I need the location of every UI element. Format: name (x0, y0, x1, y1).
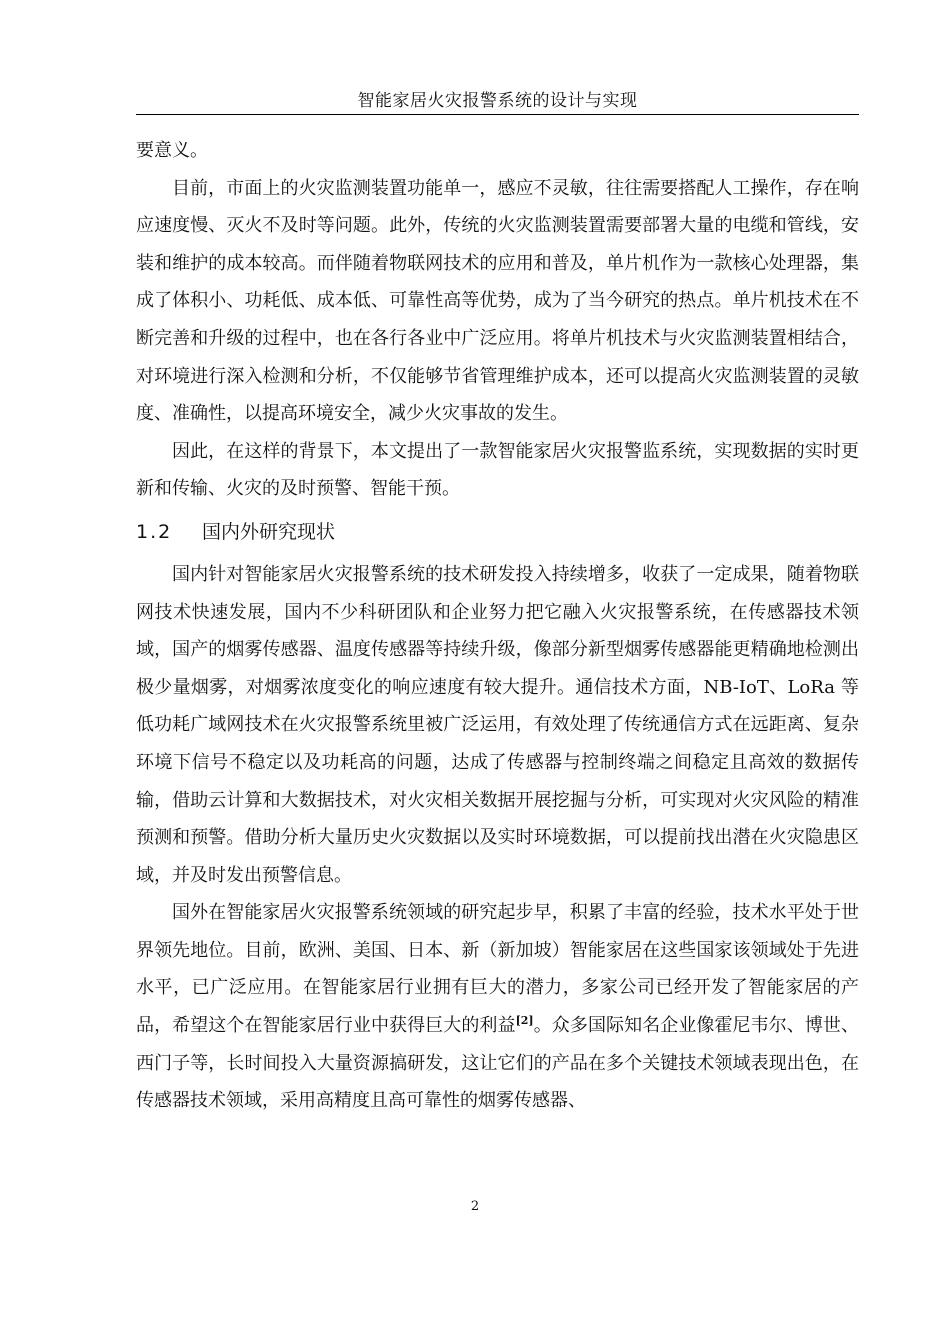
paragraph-foreign-research-part1: 国外在智能家居火灾报警系统领域的研究起步早，积累了丰富的经验，技术水平处于世界领先地位。目前，欧洲、美国、日本、新（新加坡）智能家居在这些国家该领域处于先进水平，已广泛应用。在智能家居行业拥有巨大的潜力，多家公司已经开发了智能家居的产品，希望这个在智能家居行业中获得巨大的利益 (136, 902, 859, 1037)
page-number: 2 (470, 1199, 480, 1214)
header-rule (136, 114, 859, 115)
section-heading (136, 515, 859, 549)
citation-reference[interactable]: [2] (515, 1014, 534, 1028)
paragraph-domestic-research: 国内针对智能家居火灾报警系统的技术研发投入持续增多，收获了一定成果，随着物联网技术快速发展，国内不少科研团队和企业努力把它融入火灾报警系统，在传感器技术领域，国产的烟雾传感器、温度传感器等持续升级，像部分新型烟雾传感器能更精确地检测出极少量烟雾，对烟雾浓度变化的响应速度有较大提升。通信技术方面，NB-IoT、LoRa 等低功耗广域网技术在火灾报警系统里被广泛运用，有效处理了传统通信方式在远距离、复杂环境下信号不稳定以及功耗高的问题，达成了传感器与控制终端之间稳定且高效的数据传输，借助云计算和大数据技术，对火灾相关数据开展挖掘与分析，可实现对火灾风险的精准预测和预警。借助分析大量历史火灾数据以及实时环境数据，可以提前找出潜在火灾隐患区域，并及时发出预警信息。 (136, 563, 859, 886)
section-number: 1.2 (136, 520, 173, 543)
paragraph-continuation: 要意义。 (136, 140, 208, 161)
running-header: 智能家居火灾报警系统的设计与实现 (357, 91, 638, 111)
body-text (136, 132, 859, 1120)
section-title: 国内外研究现状 (202, 520, 336, 543)
paragraph-conclusion: 因此，在这样的背景下，本文提出了一款智能家居火灾报警监系统，实现数据的实时更新和传输、火灾的及时预警、智能干预。 (136, 440, 859, 500)
paragraph-foreign-research-part2: 。众多国际知名企业像霍尼韦尔、博世、西门子等，长时间投入大量资源搞研发，这让它们的产品在多个关键技术领域表现出色，在传感器技术领域，采用高精度且高可靠性的烟雾传感器、 (136, 1015, 860, 1112)
paragraph-foreign-research (136, 894, 859, 1120)
paragraph-current-situation: 目前，市面上的火灾监测装置功能单一，感应不灵敏，往往需要搭配人工操作，存在响应速度慢、灭火不及时等问题。此外，传统的火灾监测装置需要部署大量的电缆和管线，安装和维护的成本较高。而伴随着物联网技术的应用和普及，单片机作为一款核心处理器，集成了体积小、功耗低、成本低、可靠性高等优势，成为了当今研究的热点。单片机技术在不断完善和升级的过程中，也在各行各业中广泛应用。将单片机技术与火灾监测装置相结合，对环境进行深入检测和分析，不仅能够节省管理维护成本，还可以提高火灾监测装置的灵敏度、准确性，以提高环境安全，减少火灾事故的发生。 (136, 177, 859, 425)
